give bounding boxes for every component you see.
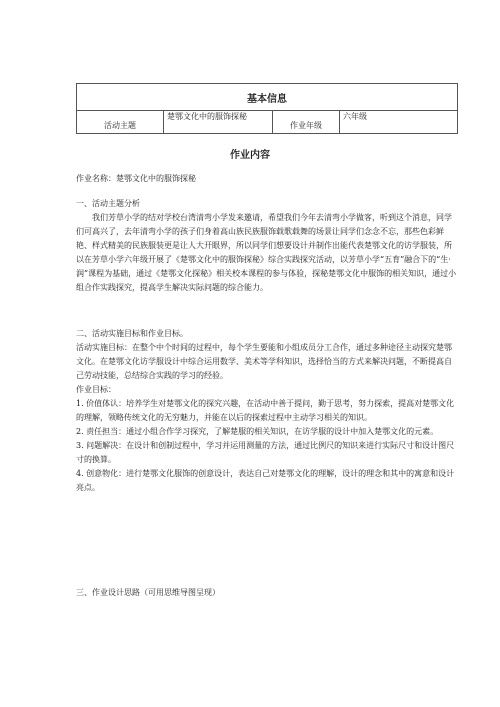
basic-info-title: 基本信息	[77, 84, 458, 111]
section-3	[76, 586, 458, 600]
section-2	[76, 327, 458, 495]
section-2-heading: 二、活动实施目标和作业目标。	[76, 329, 188, 338]
goal-item: 4. 创意物化：进行楚鄂文化服饰的创意设计，表达自己对楚鄂文化的理解，设计的理念和其中的寓意和设计亮点。	[76, 469, 455, 492]
grade-value: 六年级	[340, 111, 458, 134]
section-3-heading: 三、作业设计思路（可用思维导图呈现）	[76, 588, 220, 597]
goals-label: 作业目标：	[76, 385, 116, 394]
assignment-name: 作业名称：楚鄂文化中的服饰探秘	[76, 174, 196, 183]
topic-value: 楚鄂文化中的服饰探秘	[164, 111, 273, 134]
basic-info-table	[76, 83, 458, 134]
topic-label: 活动主题	[77, 111, 164, 134]
section-1	[76, 197, 458, 295]
section-1-paragraph: 我们芳草小学的结对学校台湾清弯小学发来邀请，希望我们今年去清弯小学做客，听到这个消息，同学们可高兴了，去年清弯小学的孩子们身着高山族民族服饰载歌载舞的场景让同学们念念不忘，那些色彩鲜艳、样式精美的民族服装更是让人大开眼界，所以同学们想要设计并制作出能代表楚鄂文化的访学服装，所以在芳草小学六年级开展了《楚鄂文化中的服饰探秘》综合实践探究活动，以芳草小学“五育”融合下的“生·润”课程为基础，通过《楚鄂文化探秘》相关校本课程的参与体验，探秘楚鄂文化中服饰的相关知识，通过小组合作实践探究，提高学生解决实际问题的综合能力。	[76, 213, 457, 292]
content-title: 作业内容	[230, 150, 270, 161]
goal-item: 2. 责任担当：通过小组合作学习探究，了解楚服的相关知识，在访学服的设计中加入楚鄂文化的元素。	[76, 427, 439, 436]
section-1-heading: 一、活动主题分析	[76, 199, 140, 208]
goal-item: 1. 价值体认：培养学生对楚鄂文化的探究兴趣，在活动中善于提问，勤于思考，努力探索，提高对楚鄂文化的理解，领略传统文化的无穷魅力，并能在以后的探索过程中主动学习相关的知识。	[76, 399, 455, 422]
grade-label: 作业年级	[273, 111, 340, 134]
goal-item: 3. 问题解决：在设计和创制过程中，学习并运用测量的方法，通过比例尺的知识来进行实际尺寸和设计图尺寸的换算。	[76, 441, 455, 464]
section-2-paragraph: 活动实施目标：在整个中个时间的过程中，每个学生要能和小组成员分工合作，通过多种途径主动探究楚鄂文化。在楚鄂文化访学服设计中综合运用数学、美术等学科知识，选择恰当的方式来解决问题，不断提高自己劳动技能，总结综合实践的学习的经验。	[76, 343, 452, 380]
